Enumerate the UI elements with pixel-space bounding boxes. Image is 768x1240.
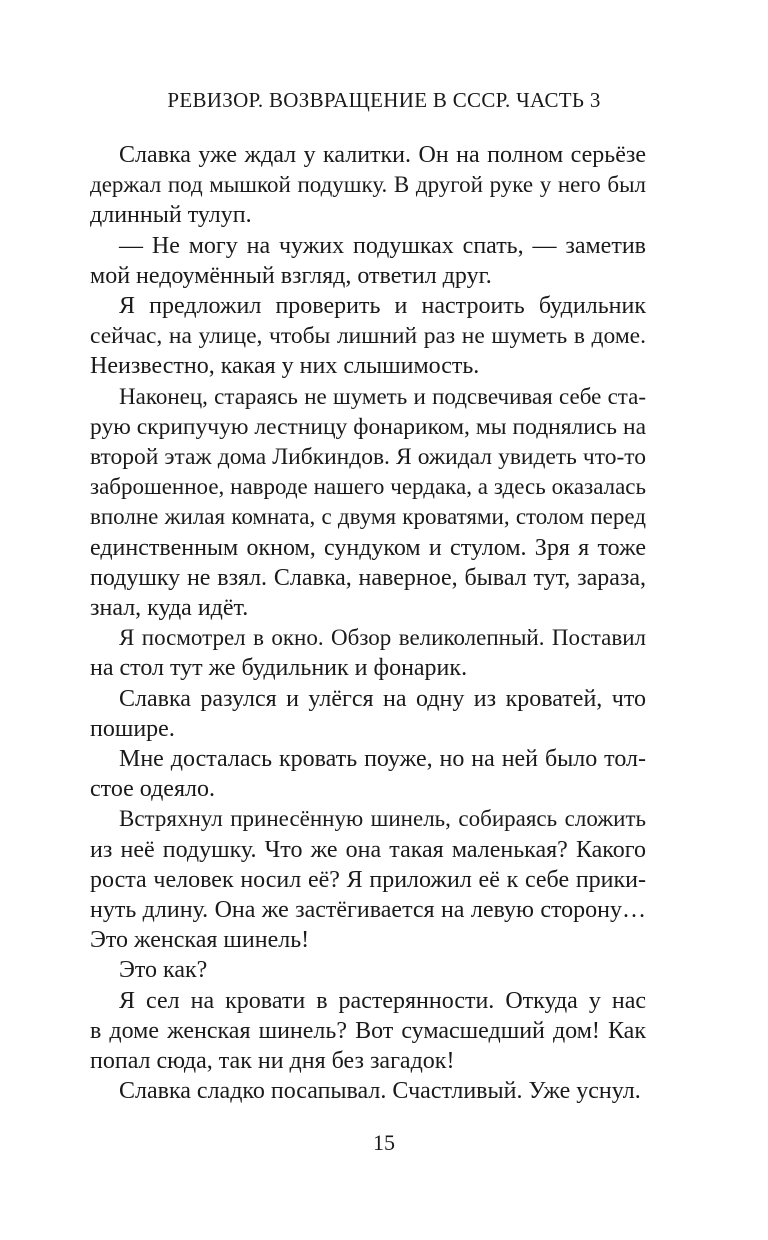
text-line: Я посмотрел в окно. Обзор великолепный. Поставил [119, 625, 646, 651]
text-line: попал сюда, так ни дня без загадок! [90, 1048, 455, 1075]
text-line: из неё подушку. Что же она такая маленькая? Какого [90, 836, 646, 863]
text-line: сейчас, на улице, чтобы лишний раз не шуметь в доме. [90, 323, 646, 350]
text-line: длинный тулуп. [90, 202, 252, 229]
text-line: вполне жилая комната, с двумя кроватями, столом перед [90, 504, 646, 530]
text-line: Это женская шинель! [90, 927, 310, 954]
text-line: Славка разулся и улёгся на одну из кроватей, что [119, 685, 646, 712]
text-line: единственным окном, сундуком и стулом. Зря я тоже [90, 534, 646, 561]
text-line: пошире. [90, 715, 175, 742]
page-number: 15 [373, 1130, 395, 1155]
text-line: заброшенное, навроде нашего чердака, а здесь оказалась [90, 474, 646, 500]
running-header: РЕВИЗОР. ВОЗВРАЩЕНИЕ В СССР. ЧАСТЬ 3 [167, 88, 601, 112]
text-line: Славка сладко посапывал. Счастливый. Уже уснул. [119, 1078, 641, 1105]
text-line: Встряхнул принесённую шинель, собираясь сложить [119, 806, 646, 832]
text-line: Это как? [119, 957, 208, 984]
text-line: Славка уже ждал у калитки. Он на полном серьёзе [119, 142, 646, 168]
body-text [90, 140, 646, 1107]
text-line: Я предложил проверить и настроить будильник [119, 293, 646, 320]
text-line: держал под мышкой подушку. В другой руке у него был [90, 172, 646, 198]
text-line: Мне досталась кровать поуже, но на ней было тол- [119, 746, 646, 773]
text-line: рую скрипучую лестницу фонариком, мы поднялись на [90, 413, 646, 440]
text-line: нуть длину. Она же застёгивается на левую сторону… [90, 897, 646, 924]
text-line: роста человек носил её? Я приложил её к себе прики- [90, 866, 646, 893]
text-line: Неизвестно, какая у них слышимость. [90, 353, 480, 380]
text-line: знал, куда идёт. [90, 595, 249, 622]
text-line: подушку не взял. Славка, наверное, бывал тут, зараза, [90, 564, 646, 591]
text-line: второй этаж дома Либкиндов. Я ожидал увидеть что-то [90, 444, 646, 471]
text-line: мой недоумённый взгляд, ответил друг. [90, 262, 492, 289]
text-line: — Не могу на чужих подушках спать, — заметив [119, 232, 646, 259]
text-line: в доме женская шинель? Вот сумасшедший дом! Как [90, 1017, 646, 1044]
text-line: Я сел на кровати в растерянности. Откуда у нас [119, 987, 646, 1014]
text-line: на стол тут же будильник и фонарик. [90, 655, 468, 682]
text-line: стое одеяло. [90, 776, 215, 803]
text-line: Наконец, стараясь не шуметь и подсвечивая себе ста- [119, 383, 646, 409]
